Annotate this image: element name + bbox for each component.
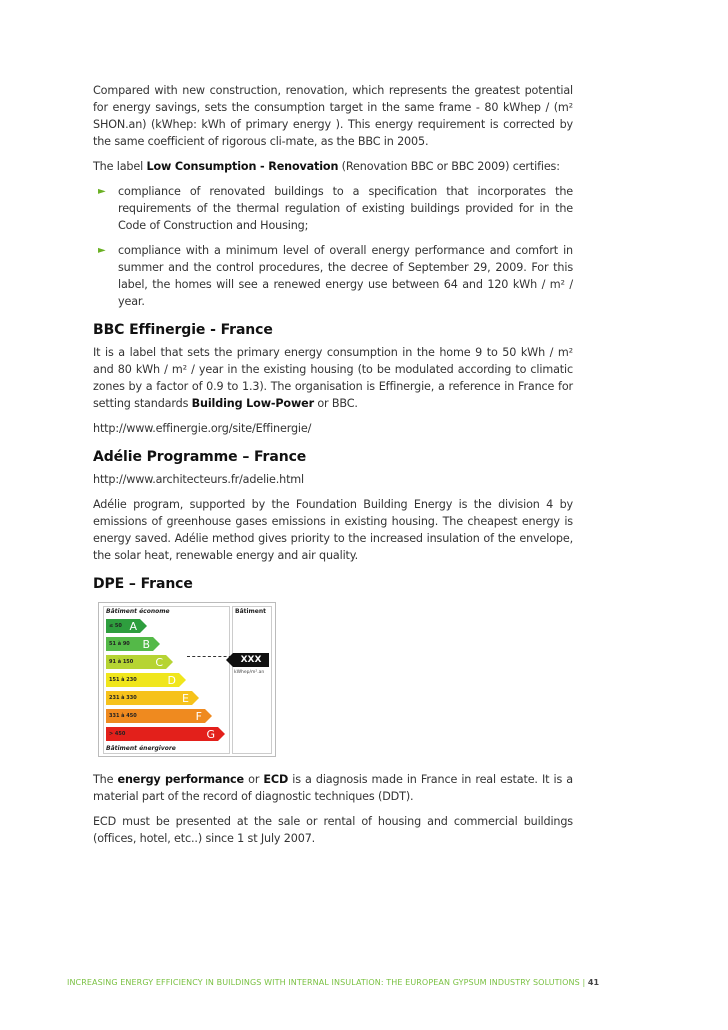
text-span: is a diagnosis made in France in real estate. It is a material part of the record of diagnostic techniques (DDT).: [93, 773, 574, 803]
bbc-heading: BBC Effinergie - France: [93, 322, 273, 338]
energy-class-range: 51 à 90: [109, 641, 130, 647]
arrow-bullet-icon: ►: [98, 186, 106, 197]
energy-class-range: 331 à 450: [109, 713, 137, 719]
energy-class-e: [106, 691, 192, 705]
energy-class-letter: F: [195, 709, 202, 723]
energy-class-letter: D: [167, 673, 176, 687]
label-name: Low Consumption - Renovation: [146, 160, 339, 173]
energy-class-range: 231 à 330: [109, 695, 137, 701]
energy-class-range: > 450: [109, 731, 126, 737]
building-column: [232, 606, 272, 754]
building-header: Bâtiment: [235, 608, 267, 615]
label-name: Building Low-Power: [191, 397, 314, 410]
energy-class-c: [106, 655, 166, 669]
text-span: or BBC.: [313, 397, 358, 410]
energy-class-letter: G: [206, 727, 215, 741]
intro-paragraph-2: [93, 158, 573, 175]
energy-class-range: 151 à 230: [109, 677, 137, 683]
energy-class-b: [106, 637, 153, 651]
energy-class-d: [106, 673, 179, 687]
page-number: 41: [587, 978, 600, 987]
energy-class-a: [106, 619, 140, 633]
text-span: The: [93, 773, 118, 786]
dpe-heading: DPE – France: [93, 576, 193, 592]
unit-label: kWhep/m².an: [234, 670, 265, 675]
energy-class-range: 91 à 150: [109, 659, 134, 665]
arrow-bullet-icon: ►: [98, 245, 106, 256]
bbc-paragraph: [93, 344, 573, 412]
energy-class-range: ≤ 50: [109, 623, 122, 629]
dpe-paragraph-2: ECD must be presented at the sale or rental of housing and commercial buildings (offices, hotel, etc..) since 1 st July 2007.: [93, 815, 573, 845]
text-span: (Renovation BBC or BBC 2009) certifies:: [338, 160, 560, 173]
energy-label-image: [98, 602, 276, 757]
list-item: [93, 242, 573, 310]
certification-list: [93, 183, 573, 310]
scale-top-label: Bâtiment économe: [106, 608, 170, 615]
list-item: [93, 183, 573, 234]
intro-paragraph-1: Compared with new construction, renovation, which represents the greatest potential for energy savings, sets the consumption target in the same frame - 80 kWhep / (m² SHON.an) (kWhep: kWh of primary energy ). This energy requirement is corrected by the same coefficient of rigorous cli-mate, as the BBC in 2005.: [93, 84, 573, 148]
energy-class-letter: C: [155, 655, 163, 669]
term: ECD: [263, 773, 289, 786]
energy-class-letter: E: [182, 691, 189, 705]
page-footer: [67, 978, 599, 987]
energy-class-letter: A: [129, 619, 137, 633]
text-span: or: [243, 773, 264, 786]
scale-bottom-label: Bâtiment énergivore: [106, 745, 176, 752]
energy-class-f: [106, 709, 205, 723]
footer-title: INCREASING ENERGY EFFICIENCY IN BUILDINGS WITH INTERNAL INSULATION: THE EUROPEAN GYPSUM INDUSTRY SOLUTIONS: [67, 978, 580, 987]
adelie-heading: Adélie Programme – France: [93, 449, 307, 465]
footer-separator: |: [579, 978, 588, 987]
adelie-link[interactable]: http://www.architecteurs.fr/adelie.html: [93, 473, 305, 486]
energy-class-letter: B: [142, 637, 150, 651]
energy-scale: [103, 606, 230, 754]
list-item-text: compliance of renovated buildings to a specification that incorporates the requirements of the thermal regulation of existing buildings provided for in the Code of Construction and Housing;: [118, 185, 573, 232]
energy-class-g: [106, 727, 218, 741]
list-item-text: compliance with a minimum level of overall energy performance and comfort in summer and the control procedures, the decree of September 29, 2009. For this label, the homes will see a renewed energy use between 64 and 120 kWh / m² / year.: [118, 244, 573, 308]
page-content: [93, 82, 573, 855]
text-span: The label: [93, 160, 147, 173]
rating-marker: XXX: [233, 653, 269, 667]
adelie-paragraph: Adélie program, supported by the Foundation Building Energy is the division 4 by emissions of greenhouse gases emissions in existing housing. The cheapest energy is energy saved. Adélie method gives priority to the increased insulation of the envelope, the solar heat, renewable energy and air quality.: [93, 498, 573, 562]
term: energy performance: [117, 773, 244, 786]
dpe-paragraph-1: [93, 771, 573, 805]
bbc-link[interactable]: http://www.effinergie.org/site/Effinergie/: [93, 422, 312, 435]
text-span: It is a label that sets the primary energy consumption in the home 9 to 50 kWh / m² and 80 kWh / m² / year in the existing housing (to be modulated according to climatic zones by a factor of 0.9 to 1.3). The organisation is Effinergie, a reference in France for setting standards: [93, 346, 573, 410]
